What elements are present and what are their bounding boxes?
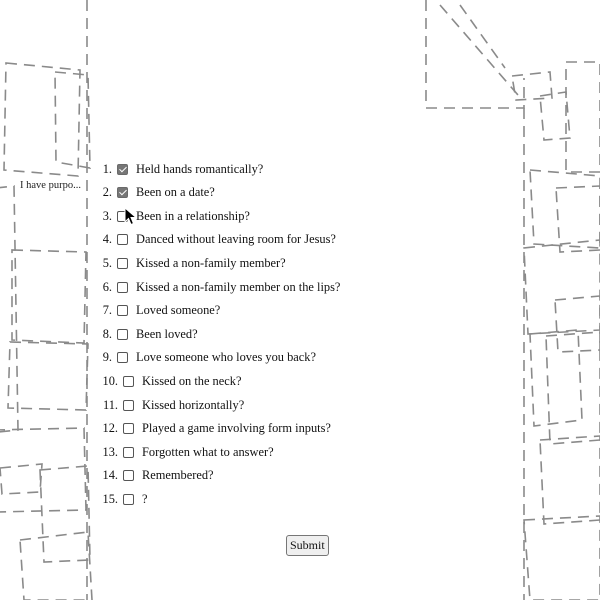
question-number: 1. — [102, 161, 112, 176]
question-number: 5. — [102, 255, 112, 270]
question-label: Kissed a non-family member? — [136, 255, 286, 270]
question-number: 13. — [102, 444, 118, 459]
question-row[interactable] — [98, 465, 214, 487]
question-checkbox[interactable] — [123, 423, 134, 434]
question-label: Remembered? — [142, 468, 214, 483]
question-checkbox[interactable] — [123, 470, 134, 481]
question-label: Been in a relationship? — [136, 208, 250, 223]
question-row[interactable] — [98, 300, 220, 322]
question-label: Kissed horizontally? — [142, 397, 245, 412]
question-checkbox[interactable] — [117, 282, 128, 293]
question-checkbox[interactable] — [117, 258, 128, 269]
question-label: Kissed on the neck? — [142, 373, 242, 388]
question-row[interactable] — [98, 158, 263, 180]
question-checkbox[interactable] — [123, 447, 134, 458]
question-checkbox[interactable] — [117, 234, 128, 245]
question-number: 2. — [102, 185, 112, 200]
question-number: 9. — [102, 350, 112, 365]
question-label: Loved someone? — [136, 303, 221, 318]
question-label: Held hands romantically? — [136, 161, 264, 176]
question-number: 6. — [102, 279, 112, 294]
question-number: 4. — [102, 232, 112, 247]
question-checkbox[interactable] — [117, 352, 128, 363]
question-checkbox[interactable] — [117, 187, 128, 198]
question-row[interactable] — [98, 229, 336, 251]
question-row[interactable] — [98, 394, 244, 416]
question-checkbox[interactable] — [123, 376, 134, 387]
question-checkbox[interactable] — [117, 164, 128, 175]
mouse-cursor-icon — [124, 207, 138, 227]
question-label: ? — [142, 491, 148, 506]
left-panel-note: I have purpo... — [20, 180, 81, 191]
question-number: 10. — [102, 373, 118, 388]
question-row[interactable] — [98, 488, 148, 510]
question-row[interactable] — [98, 323, 198, 345]
question-label: Been on a date? — [136, 185, 215, 200]
question-row[interactable] — [98, 441, 274, 463]
question-row[interactable] — [98, 252, 286, 274]
question-label: Danced without leaving room for Jesus? — [136, 232, 336, 247]
question-row[interactable] — [98, 418, 331, 440]
question-label: Love someone who loves you back? — [136, 350, 316, 365]
question-number: 11. — [102, 397, 118, 412]
question-checkbox[interactable] — [123, 400, 134, 411]
question-row[interactable] — [98, 276, 340, 298]
question-label: Been loved? — [136, 326, 198, 341]
question-number: 3. — [102, 208, 112, 223]
question-checkbox[interactable] — [117, 329, 128, 340]
question-checkbox[interactable] — [117, 305, 128, 316]
question-row[interactable] — [98, 370, 241, 392]
question-number: 14. — [102, 468, 118, 483]
question-label: Kissed a non-family member on the lips? — [136, 279, 341, 294]
question-row[interactable] — [98, 347, 316, 369]
question-number: 7. — [102, 303, 112, 318]
question-number: 8. — [102, 326, 112, 341]
question-checkbox[interactable] — [123, 494, 134, 505]
question-row[interactable] — [98, 205, 250, 227]
question-label: Played a game involving form inputs? — [142, 421, 331, 436]
question-label: Forgotten what to answer? — [142, 444, 274, 459]
submit-button[interactable]: Submit — [286, 535, 329, 556]
question-number: 12. — [102, 421, 118, 436]
question-number: 15. — [102, 491, 118, 506]
question-row[interactable] — [98, 182, 215, 204]
